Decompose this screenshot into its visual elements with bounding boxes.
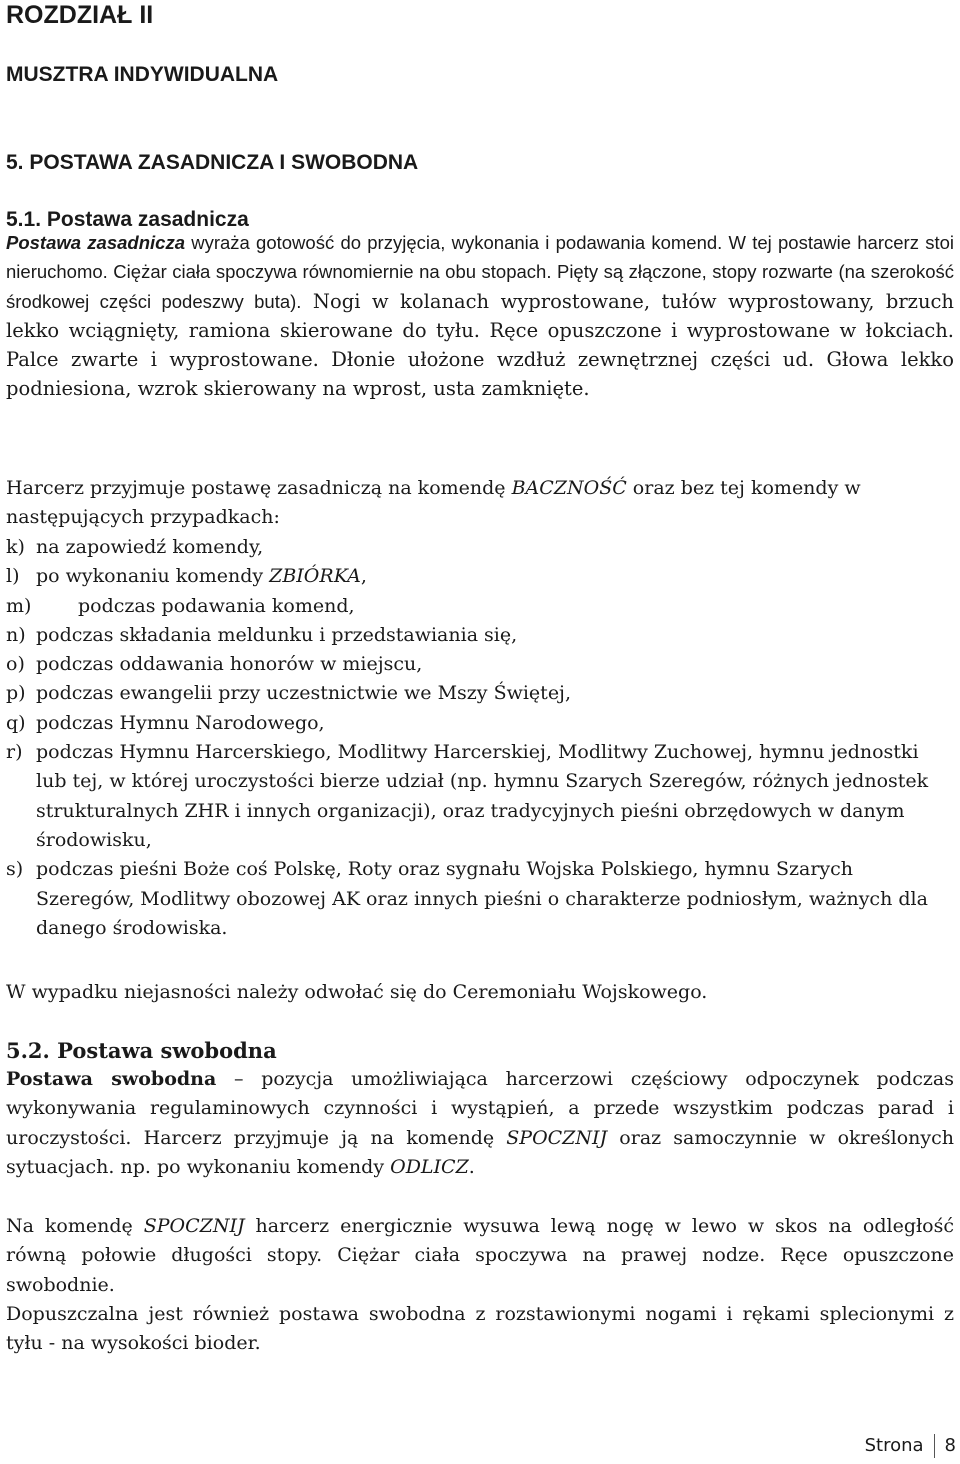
command-baczność: BACZNOŚĆ — [511, 477, 627, 499]
list-marker: k) — [6, 536, 25, 558]
paragraph-dopuszczalna — [6, 1300, 954, 1359]
list-item — [6, 679, 954, 708]
paragraph-part-b: harcerz energicznie wysuwa lewą nogę w lewo w skos na odległość równą połowie długości stopy. Ciężar ciała spoczywa na prawej nodze. Ręce opuszczone swobodnie. — [6, 1215, 955, 1296]
list-text: na zapowiedź komendy, — [36, 536, 264, 558]
list-text: podczas ewangelii przy uczestnictwie we Mszy Świętej, — [36, 682, 571, 705]
footer-label: Strona — [864, 1435, 924, 1456]
list-marker: l) — [6, 565, 20, 588]
paragraph-sans-part: wyraża gotowość do przyjęcia, wykonania i podawania komend. W tej postawie harcerz stoi nieruchomo. Ciężar ciała spoczywa równomiernie na obu stopach. Pięty są złączone, stopy rozwarte (na szerokość środkowej części podeszwy buta). — [6, 232, 954, 312]
list-text: podczas oddawania honorów w miejscu, — [36, 653, 423, 676]
paragraph-part-a: Na komendę — [6, 1215, 144, 1237]
paragraph-part-c: . — [468, 1155, 475, 1178]
list-item — [6, 709, 954, 738]
list-text-part: po wykonaniu komendy — [36, 565, 270, 588]
paragraph-part-b: oraz bez tej komendy w następujących przypadkach: — [6, 477, 861, 529]
list-item — [6, 562, 954, 591]
paragraph-ceremonial: W wypadku niejasności należy odwołać się do Ceremoniału Wojskowego. — [6, 981, 708, 1003]
footer-divider — [934, 1434, 935, 1458]
command-odlicz: ODLICZ — [390, 1155, 469, 1178]
command-spocznij: SPOCZNIJ — [143, 1215, 245, 1237]
list-text: podczas Hymnu Harcerskiego, Modlitwy Harcerskiej, Modlitwy Zuchowej, hymnu jednostki lub tej, w której uroczystości bierze udział (np. hymnu Szarych Szeregów, różnych jednostek strukturalnych ZHR i innych organizacji), oraz tradycyjnych pieśni obrzędowych w danym środowisku, — [36, 741, 929, 851]
list-text: podczas Hymnu Narodowego, — [36, 711, 325, 734]
paragraph-postawa-zasadnicza — [6, 228, 954, 404]
list-item — [6, 738, 954, 855]
list-marker: m) — [6, 594, 32, 617]
list-item — [6, 592, 954, 621]
list-marker: s) — [6, 858, 24, 881]
command-zbiórka: ZBIÓRKA — [269, 565, 361, 588]
list-text-after: , — [360, 565, 367, 588]
list-marker: p) — [6, 682, 26, 705]
list-marker: o) — [6, 653, 25, 676]
list-item — [6, 621, 954, 650]
page-number: 8 — [944, 1435, 956, 1456]
section-title: 5. POSTAWA ZASADNICZA I SWOBODNA — [6, 151, 419, 174]
list-marker: n) — [6, 623, 26, 646]
paragraph-spocznij — [6, 1212, 954, 1300]
paragraph-baczność — [6, 474, 954, 533]
list-text: podczas podawania komend, — [78, 594, 355, 617]
paragraph-part-b: oraz samoczynnie w określonych sytuacjach. np. po wykonaniu komendy — [6, 1126, 954, 1178]
list-item — [6, 533, 954, 562]
list-text: podczas składania meldunku i przedstawiania się, — [36, 623, 518, 646]
paragraph-serif-part: Nogi w kolanach wyprostowane, tułów wyprostowany, brzuch lekko wciągnięty, ramiona skierowane do tyłu. Ręce opuszczone i wyprostowane w łokciach. Palce zwarte i wyprostowane. Dłonie ułożone wzdłuż zewnętrznej części ud. Głowa lekko podniesiona, wzrok skierowany na wprost, usta zamknięte. — [6, 289, 954, 401]
command-spocznij: SPOCZNIJ — [506, 1126, 608, 1149]
paragraph-postawa-swobodna — [6, 1065, 954, 1182]
chapter-subtitle: MUSZTRA INDYWIDUALNA — [6, 63, 279, 86]
list-item — [6, 855, 954, 943]
paragraph-part-b: postawa swobodna z rozstawionymi nogami i rękami splecionymi z tyłu - na wysokości bioder. — [6, 1303, 955, 1355]
list-item — [6, 650, 954, 679]
subsection-2-title: 5.2. Postawa swobodna — [6, 1038, 277, 1063]
term-postawa-zasadnicza: Postawa zasadnicza — [6, 232, 185, 253]
paragraph-part-a: Dopuszczalna jest również — [6, 1303, 270, 1325]
cases-list — [6, 533, 954, 943]
paragraph-part-a: Harcerz przyjmuje postawę zasadniczą na komendę — [6, 477, 512, 499]
chapter-title: ROZDZIAŁ II — [6, 1, 154, 29]
list-marker: q) — [6, 711, 26, 734]
subsection-1-title: 5.1. Postawa zasadnicza — [6, 208, 249, 231]
list-marker: r) — [6, 741, 23, 764]
list-text — [36, 562, 954, 591]
paragraph-part-a: – pozycja umożliwiająca harcerzowi częściowy odpoczynek podczas wykonywania regulaminowych czynności i wystąpień, a przede wszystkim podczas parad i uroczystości. Harcerz przyjmuje ją na komendę — [6, 1068, 955, 1149]
list-text: podczas pieśni Boże coś Polskę, Roty oraz sygnału Wojska Polskiego, hymnu Szarych Szeregów, Modlitwy obozowej AK oraz innych pieśni o charakterze podniosłym, ważnych dla danego środowiska. — [36, 858, 928, 939]
page-footer — [865, 1432, 956, 1460]
term-postawa-swobodna: Postawa swobodna — [6, 1068, 217, 1090]
